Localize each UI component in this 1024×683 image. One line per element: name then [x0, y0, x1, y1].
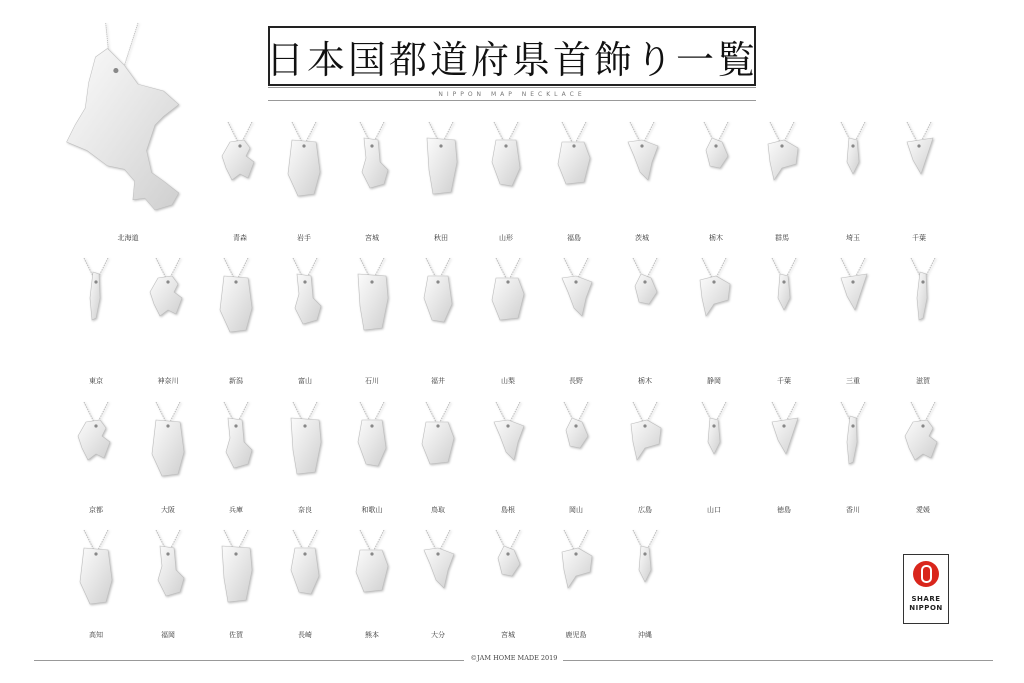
subtitle-bar — [268, 87, 756, 101]
necklace-yamaguchi — [684, 402, 744, 502]
necklace-nara — [275, 402, 335, 502]
chain-icon — [633, 258, 657, 278]
prefecture-label-ibaraki: 茨城 — [635, 234, 649, 242]
footer-divider-right — [563, 660, 993, 661]
share-nippon-logo-icon — [913, 561, 939, 587]
necklace-nagasaki — [275, 530, 335, 630]
prefecture-shape-icon — [706, 138, 728, 168]
prefecture-shape-icon — [80, 548, 112, 604]
prefecture-label-shizuoka: 静岡 — [707, 377, 721, 385]
prefecture-label-shiga: 滋賀 — [916, 377, 930, 385]
chain-icon — [562, 122, 586, 142]
necklace-okayama — [546, 402, 606, 502]
prefecture-shape-icon — [362, 138, 388, 188]
prefecture-label-toyama: 富山 — [298, 377, 312, 385]
prefecture-label-hiroshima: 広島 — [638, 506, 652, 514]
chain-icon — [360, 402, 384, 422]
necklace-fukui — [408, 258, 468, 358]
necklace-hokkaido — [36, 20, 206, 230]
chain-icon — [292, 122, 316, 142]
necklace-kagoshima — [546, 530, 606, 630]
necklace-nagano — [546, 258, 606, 358]
prefecture-label-saga: 佐賀 — [229, 631, 243, 639]
prefecture-shape-icon — [907, 138, 933, 174]
prefecture-label-nara: 奈良 — [298, 506, 312, 514]
prefecture-label-tokushima: 徳島 — [777, 506, 791, 514]
prefecture-shape-icon — [917, 272, 927, 320]
necklace-kyoto — [66, 402, 126, 502]
chain-icon — [564, 402, 588, 422]
prefecture-shape-icon — [226, 418, 252, 468]
prefecture-shape-icon — [778, 274, 790, 310]
prefecture-label-nagano: 長野 — [569, 377, 583, 385]
chain-icon — [630, 122, 654, 142]
prefecture-shape-icon — [222, 140, 254, 180]
prefecture-label-kyoto: 京都 — [89, 506, 103, 514]
prefecture-shape-icon — [847, 416, 857, 464]
necklace-hiroshima — [615, 402, 675, 502]
necklace-wakayama — [342, 402, 402, 502]
prefecture-shape-icon — [708, 418, 720, 454]
prefecture-shape-icon — [152, 420, 184, 476]
necklace-osaka — [138, 402, 198, 502]
chain-icon — [496, 258, 520, 278]
chain-icon — [426, 402, 450, 422]
chain-icon — [228, 122, 252, 142]
prefecture-label-oita: 大分 — [431, 631, 445, 639]
prefecture-label-kumamoto: 熊本 — [365, 631, 379, 639]
chain-icon — [704, 122, 728, 142]
prefecture-label-kochi: 高知 — [89, 631, 103, 639]
prefecture-label-hyogo: 兵庫 — [229, 506, 243, 514]
necklace-chiba — [889, 122, 949, 222]
prefecture-shape-icon — [847, 138, 859, 174]
necklace-niigata — [206, 258, 266, 358]
prefecture-label-akita: 秋田 — [434, 234, 448, 242]
prefecture-shape-icon — [905, 420, 937, 460]
necklace-okinawa — [615, 530, 675, 630]
footer-copyright: ©JAM HOME MADE 2019 — [470, 654, 558, 662]
chain-icon — [564, 258, 588, 278]
prefecture-label-kagoshima: 鹿児島 — [565, 631, 587, 639]
chain-icon — [224, 258, 248, 278]
prefecture-label-niigata: 新潟 — [229, 377, 243, 385]
chain-icon — [770, 122, 794, 142]
prefecture-shape-icon — [492, 278, 524, 320]
necklace-fukuoka — [138, 530, 198, 630]
prefecture-label-aomori: 青森 — [233, 234, 247, 242]
necklace-tochigi — [686, 122, 746, 222]
prefecture-label-chiba: 千葉 — [912, 234, 926, 242]
footer-divider-left — [34, 660, 464, 661]
prefecture-label-fukui: 福井 — [431, 377, 445, 385]
prefecture-label-ishikawa: 石川 — [365, 377, 379, 385]
prefecture-label-tottori: 鳥取 — [431, 506, 445, 514]
prefecture-label-okayama: 岡山 — [569, 506, 583, 514]
prefecture-label-nagasaki: 長崎 — [298, 631, 312, 639]
chain-icon — [702, 258, 726, 278]
prefecture-label-shimane: 島根 — [501, 506, 515, 514]
prefecture-shape-icon — [78, 420, 110, 460]
prefecture-label-gunma: 群馬 — [775, 234, 789, 242]
chain-icon — [496, 530, 520, 550]
necklace-chiba-2 — [754, 258, 814, 358]
prefecture-label-mie: 三重 — [846, 377, 860, 385]
page-title: 日本国都道府県首飾り一覧 — [266, 37, 759, 82]
prefecture-label-fukuoka: 福岡 — [161, 631, 175, 639]
prefecture-shape-icon — [150, 276, 182, 316]
necklace-oita — [408, 530, 468, 630]
prefecture-shape-icon — [772, 418, 798, 454]
necklace-kumamoto — [342, 530, 402, 630]
prefecture-shape-icon — [841, 274, 867, 310]
necklace-kanagawa — [138, 258, 198, 358]
prefecture-shape-icon — [635, 274, 657, 304]
logo-line-1: SHARE — [911, 595, 941, 603]
necklace-miyagi — [342, 122, 402, 222]
necklace-shimane — [478, 402, 538, 502]
necklace-gunma — [752, 122, 812, 222]
prefecture-label-ehime: 愛媛 — [916, 506, 930, 514]
logo-line-2: NIPPON — [909, 604, 943, 612]
prefecture-label-tokyo: 東京 — [89, 377, 103, 385]
prefecture-shape-icon — [422, 422, 454, 464]
prefecture-shape-icon — [295, 274, 321, 324]
chain-icon — [494, 122, 518, 142]
necklace-kochi — [66, 530, 126, 630]
necklace-yamanashi — [478, 258, 538, 358]
prefecture-label-okinawa: 沖縄 — [638, 631, 652, 639]
prefecture-label-kanagawa: 神奈川 — [157, 377, 179, 385]
necklace-kagawa — [823, 402, 883, 502]
chain-icon — [156, 258, 180, 278]
prefecture-shape-icon — [288, 140, 320, 196]
prefecture-label-fukushima: 福島 — [567, 234, 581, 242]
chain-icon — [564, 530, 588, 550]
chain-icon — [911, 402, 935, 422]
prefecture-label-yamaguchi: 山口 — [707, 506, 721, 514]
prefecture-shape-icon — [566, 418, 588, 448]
title-box — [266, 26, 759, 86]
prefecture-shape-icon — [498, 546, 520, 576]
necklace-ishikawa — [342, 258, 402, 358]
necklace-shiga — [893, 258, 953, 358]
necklace-iwate — [274, 122, 334, 222]
chain-icon — [426, 258, 450, 278]
prefecture-label-yamanashi: 山梨 — [501, 377, 515, 385]
prefecture-label-miyagi: 宮城 — [365, 234, 379, 242]
necklace-shizuoka — [684, 258, 744, 358]
necklace-ibaraki — [612, 122, 672, 222]
prefecture-label-iwate: 岩手 — [297, 234, 311, 242]
prefecture-label-miyazaki: 宮城 — [501, 631, 515, 639]
chain-icon — [633, 402, 657, 422]
chain-icon — [496, 402, 520, 422]
prefecture-label-kagawa: 香川 — [846, 506, 860, 514]
necklace-yamagata — [476, 122, 536, 222]
necklace-miyazaki — [478, 530, 538, 630]
prefecture-shape-icon — [90, 272, 100, 320]
prefecture-label-tochigi-2: 栃木 — [638, 377, 652, 385]
prefecture-shape-icon — [356, 550, 388, 592]
chain-icon — [360, 530, 384, 550]
necklace-mie — [823, 258, 883, 358]
prefecture-shape-icon — [558, 142, 590, 184]
prefecture-label-hokkaido: 北海道 — [117, 234, 139, 242]
necklace-ehime — [893, 402, 953, 502]
prefecture-label-osaka: 大阪 — [161, 506, 175, 514]
prefecture-label-wakayama: 和歌山 — [361, 506, 383, 514]
prefecture-label-yamagata: 山形 — [499, 234, 513, 242]
prefecture-shape-icon — [158, 546, 184, 596]
prefecture-shape-icon — [220, 276, 252, 332]
chain-icon — [293, 530, 317, 550]
necklace-tochigi-2 — [615, 258, 675, 358]
prefecture-shape-icon — [67, 49, 179, 211]
page-subtitle: NIPPON MAP NECKLACE — [438, 90, 586, 98]
necklace-toyama — [275, 258, 335, 358]
chain-icon — [84, 530, 108, 550]
necklace-tottori — [408, 402, 468, 502]
necklace-saitama — [823, 122, 883, 222]
necklace-akita — [411, 122, 471, 222]
prefecture-label-tochigi: 栃木 — [709, 234, 723, 242]
prefecture-label-saitama: 埼玉 — [846, 234, 860, 242]
prefecture-shape-icon — [639, 546, 651, 582]
necklace-fukushima — [544, 122, 604, 222]
prefecture-label-chiba-2: 千葉 — [777, 377, 791, 385]
chain-icon — [156, 402, 180, 422]
chain-icon — [426, 530, 450, 550]
necklace-tokyo — [66, 258, 126, 358]
necklace-hyogo — [206, 402, 266, 502]
necklace-saga — [206, 530, 266, 630]
necklace-tokushima — [754, 402, 814, 502]
necklace-aomori — [210, 122, 270, 222]
chain-icon — [84, 402, 108, 422]
share-nippon-logo — [903, 554, 949, 624]
